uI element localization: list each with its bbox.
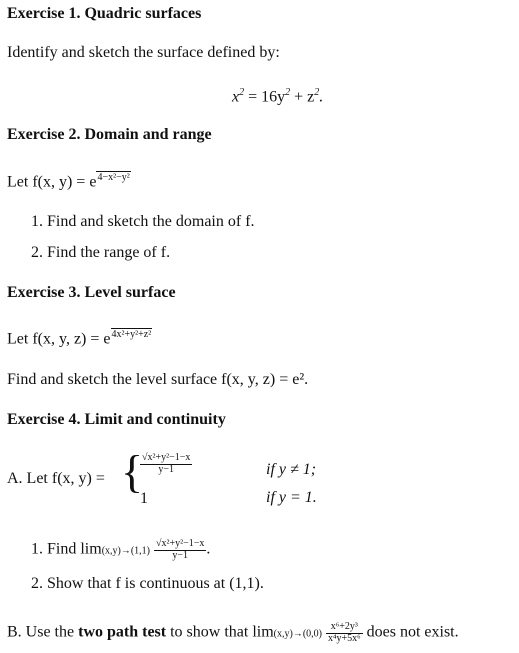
- exercise-4-part-b: B. Use the two path test to show that lim(x,y)→(0,0) $\frac{\text{x⁶+2y³}}{\text{x⁴y+5x⁶}}$ does not exist.: [7, 621, 459, 644]
- piecewise-case-2-condition: if y = 1.: [266, 489, 317, 506]
- exercise-2-title: Exercise 2. Domain and range: [7, 126, 212, 143]
- exercise-4-part-a-label: A. Let f(x, y) =: [7, 470, 105, 487]
- exercise-2-definition: Let f(x, $y) = e^{4-x^2-y^2}$: [7, 172, 130, 191]
- exercise-3-title: Exercise 3. Level surface: [7, 284, 176, 301]
- exercise-1-prompt: Identify and sketch the surface defined by:: [7, 44, 280, 61]
- exercise-1-equation: $x^2 = 16y^2 + z^2$.: [232, 87, 324, 106]
- exercise-4-title: Exercise 4. Limit and continuity: [7, 411, 226, 428]
- exercise-1-title: Exercise 1. Quadric surfaces: [7, 5, 202, 22]
- piecewise-case-2-value: 1: [140, 490, 148, 507]
- exercise-2-item-2: 2. Find the range of f.: [31, 244, 171, 261]
- exercise-4-item-2: 2. Show that f is continuous at (1,1).: [31, 575, 264, 592]
- piecewise-case-1-condition: if y ≠ 1;: [266, 461, 317, 478]
- piecewise-case-1-expression: $\frac{\text{√x²+y²−1−x}}{y-1}$: [142, 452, 191, 475]
- exercise-4-item-1: 1. Find lim(x,y)→(1,1) $\frac{\text{√x²+y²−1−x}}{y-1}$ .: [31, 538, 211, 561]
- exercise-3-task: Find and sketch the level surface f(x, y, z) = e².: [7, 371, 309, 388]
- exercise-2-item-1: 1. Find and sketch the domain of f.: [31, 213, 255, 230]
- exercise-3-definition: Let f(x, y, $z) = e^{4x^2+y^2+z^2}$: [7, 329, 152, 348]
- piecewise-brace: {: [121, 446, 144, 497]
